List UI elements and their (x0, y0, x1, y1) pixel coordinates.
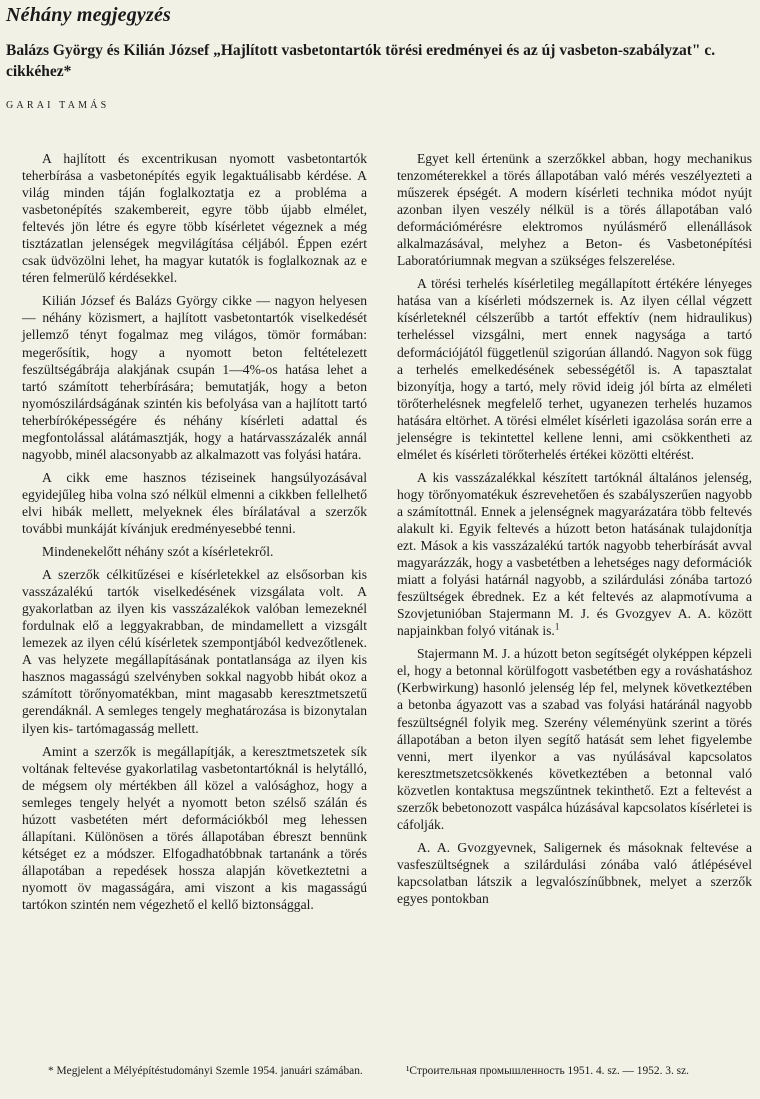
paragraph: Mindenekelőtt néhány szót a kísérletekről. (42, 544, 274, 560)
footnote-text: * Megjelent a Mélyépítéstudományi Szemle 1954. januári számában. (48, 1065, 363, 1077)
article-title: Balázs György és Kilián József „Hajlított vasbetontartók törési eredményei és az új vasbeton-szabályzat" c. cikkéhez* (6, 42, 716, 80)
author-name: GARAI TAMÁS (6, 100, 110, 111)
footnote-marker: 1 (554, 621, 560, 632)
paragraph: Amint a szerzők is megállapítják, a keresztmetszetek sík voltának feltevése gyakorlatilag vasbetontartóknál is helytálló, de mégsem oly mértékben áll közel a valósághoz, hogy a semleges tengely helyét a nyomott beton szélső szálán és húzott vasbetéten mért deformációkból meg lehessen állapítani. Különösen a törés állapotában ébreszt bennünk kétséget ez a módszer. Elfogadhatóbbnak tartanánk a törés állapotában a repedések hossza alapján következtetni a nyomott öv magasságára, ami viszont a kis magasságú tartókon szintén nem végezhető el kellő biztonsággal. (22, 743, 367, 912)
paragraph (397, 469, 752, 639)
paragraph: A hajlított és excentrikusan nyomott vasbetontartók teherbírása a vasbetonépítés egyik legaktuálisabb kérdése. A világ minden táján foglalkoztatja ez a probléma a vasbetonépítés szakembereit, egyre több újabb elmélet, feltevés jön létre és egyre több kísérletet végeznek a még tisztázatlan jelenségek megvilágítása céljából. Éppen ezért csak üdvözölni lehet, ha magyar kutatók is foglalkoznak az e téren felmerülő kérdésekkel. (22, 151, 367, 286)
footnote-text: ¹Строительная промышленность 1951. 4. sz. — 1952. 3. sz. (406, 1065, 689, 1077)
paragraph: Kilián József és Balázs György cikke — nagyon helyesen — néhány közismert, a hajlított vasbetontartók viselkedését jellemző tényt fogalmaz meg világos, tömör formában: megerősítik, hogy a nyomott beton feltételezett feszültségábrája alakjának csupán 1—4%-os hatása lehet a tartó számított teherbírására; bemutatják, hogy a beton nyomószilárdságának szintén kis befolyása van a hajlított tartó teherbíróképességére és néhány kísérleti adattal és megfontolással alátámasztják, hogy a határvasszázalék annál nagyobb, minél alacsonyabb az alkalmazott vas folyási határa. (22, 293, 367, 462)
paragraph: Egyet kell értenünk a szerzőkkel abban, hogy mechanikus tenzométerekkel a törés állapotában való mérés veszélyezteti a műszerek épségét. A modern kísérleti technika módot nyújt azonban ilyen veszély nélkül is a törés állapotában való deformációmérésre elektromos nyúlásmérő ellenállások alkalmazásával, melyhez a Beton- és Vasbetonépítési Laboratóriumnak megvan a szükséges felszerelése. (397, 151, 752, 269)
footnote-right (396, 1064, 752, 1079)
paragraph: A cikk eme hasznos téziseinek hangsúlyozásával egyidejűleg hiba volna szó nélkül elmenni a cikkben fellelhető elvi hibák mellett, melyeknek éles bírálatával a szerzők további munkáját kívánjuk eredményesebbé tenni. (22, 469, 367, 536)
paragraph: A szerzők célkitűzései e kísérletekkel az elsősorban kis vasszázalékú tartók viselkedésének vizsgálata volt. A gyakorlatban az ilyen kis vasszázalékok valóban lemezeknél fordulnak elő a leggyakrabban, de mindamellett a vizsgált lemezek az ilyen célú kísérletek szempontjából kedvezőtlenek. A vas helyzete megállapításának pontatlansága az ilyen kis hasznos magasságú szelvényben sokkal nagyobb hibát okoz a számított törőnyomatékban, mint magasabb keresztmetszetű gerendáknál. A semleges tengely meghatározása is bizonytalan ilyen kis- tartómagasság mellett. (22, 567, 367, 736)
paragraph: A törési terhelés kísérletileg megállapított értékére lényeges hatása van a kísérleti módszernek is. Az ilyen céllal végzett kísérleteknél célszerűbb a tartót effektív (nem hidraulikus) terheléssel vizsgálni, mert ennek nagysága a tartó deformációjától függetlenül szigorúan állandó. Nagyon sok függ a terhelés emelkedésének sebességétől is. A tapasztalat bizonyítja, hogy a tartó, mely rövid ideig jól bírta az elméleti törőterhelésnek megfelelő terhet, ugyanezen terhelés huzamos hatására eltörhet. A törési elmélet kísérleti igazolása során erre a jelenségre is tekintettel kellene lenni, ami csökkentheti az elmélet és kísérleti törőterhelés értékei közötti eltérést. (397, 276, 752, 462)
paragraph-text: A kis vasszázalékkal készített tartóknál általános jelenség, hogy törőnyomatékuk észrevehetően és szabályszerűen nagyobb a számítottnál. Ennek a jelenségnek magyarázatára több feltevés alakult ki. Egyik feltevés a húzott beton hatásának tulajdonítja ezt. Mások a kis vasszázalékú tartók nagyobb teherbírását avval magyarázzák, hogy a vasbetétben a lehetséges nagy deformációk miatt a folyási határnál nagyobb, a szilárdulási zónába tartozó feszültségek ébrednek. Ez a két feltevés az alapmotívuma a Szovjetunióban Stajermann M. J. és Gvozgyev A. A. között napjainkban folyó vitának is. (397, 469, 752, 639)
paragraph: A. A. Gvozgyevnek, Saligernek és másoknak feltevése a vasfeszültségnek a szilárdulási zónába való átlépésével kapcsolatban látszik a legvalószínűbbnek, melyet a szerzők egyes pontokban (397, 839, 752, 906)
right-column (397, 150, 752, 907)
footnote-left (8, 1064, 368, 1079)
paragraph: Stajermann M. J. a húzott beton segítségét olyképpen képzeli el, hogy a betonnal körülfogott vasbetétben egy a rováshatáshoz (Kerbwirkung) hasonló jelenség lép fel, melynek következtében a betonba ágyazott vas a szabad vas folyási határánál nagyobb feszültségnél folyik meg. Szerény véleményünk szerint a törés állapotában a beton ilyen segítő hatását sem lehet figyelembe venni, mert ilyenkor a vas nyúlásával kapcsolatos keresztmetszetcsökkenés következtében a betonnal való közvetlen kontaktusa megszűntnek tekinthető. Ezt a feltevést a szerzők bebetonozott vaspálca húzásával kapcsolatos kísérletei is cáfolják. (397, 646, 752, 832)
section-title: Néhány megjegyzés (6, 4, 172, 26)
left-column (22, 150, 367, 913)
